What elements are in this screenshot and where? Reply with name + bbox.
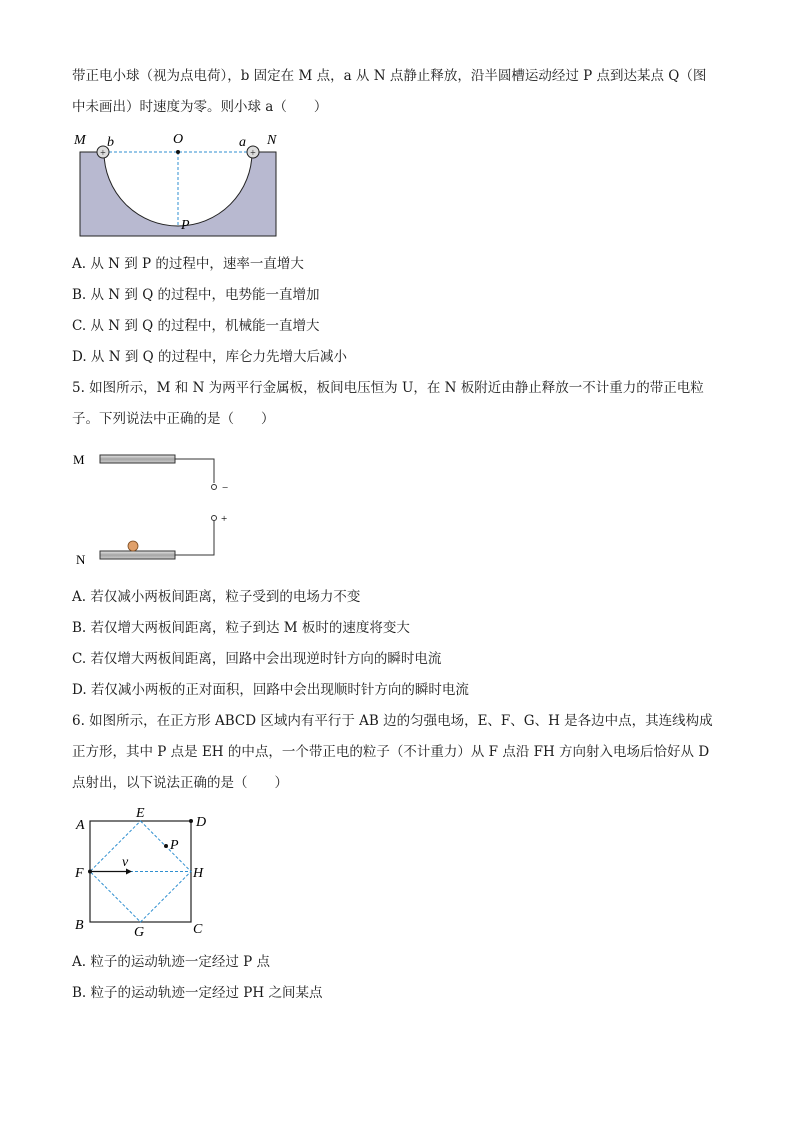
q4-option-b: B. 从 N 到 Q 的过程中，电势能一直增加 [72,287,320,303]
label-n: N [267,133,277,148]
point-d [189,819,193,823]
q5-option-d: D. 若仅减小两板的正对面积，回路中会出现顺时针方向的瞬时电流 [72,682,469,698]
terminal-minus [212,485,217,490]
q5-stem-line1: 5. 如图所示，M 和 N 为两平行金属板，板间电压恒为 U，在 N 板附近由静止释放一不计重力的带正电粒 [72,380,704,396]
label-g: G [134,925,145,940]
label-p: P [170,838,179,853]
label-a: a [239,135,246,150]
q4-option-d: D. 从 N 到 Q 的过程中，库仑力先增大后减小 [72,349,347,365]
svg-text:+: + [250,148,256,159]
wire-bottom [175,521,214,555]
label-c: C [193,922,203,937]
plate-m [100,455,175,463]
q6-stem-line3: 点射出，以下说法正确的是（ ） [72,775,288,791]
q6-stem-line2: 正方形，其中 P 点是 EH 的中点，一个带正电的粒子（不计重力）从 F 点沿 FH 方向射入电场后恰好从 D [72,744,710,760]
q4-option-a: A. 从 N 到 P 的过程中，速率一直增大 [72,256,304,272]
label-b: B [75,918,84,933]
q6-option-a: A. 粒子的运动轨迹一定经过 P 点 [72,954,270,970]
q4-stem-line2: 中未画出）时速度为零。则小球 a（ ） [72,99,328,115]
charged-particle [128,541,138,551]
wire-top [175,459,214,483]
q5-figure-parallel-plates [70,445,245,575]
label-d: D [196,815,207,830]
label-v: v [122,855,129,870]
label-e: E [136,806,145,821]
q5-option-c: C. 若仅增大两板间距离，回路中会出现逆时针方向的瞬时电流 [72,651,442,667]
q6-figure-square-field [70,805,220,940]
q6-stem-line1: 6. 如图所示，在正方形 ABCD 区域内有平行于 AB 边的匀强电场，E、F、G、H 是各边中点，其连线构成 [72,713,713,729]
q5-option-b: B. 若仅增大两板间距离，粒子到达 M 板时的速度将变大 [72,620,410,636]
q5-option-a: A. 若仅减小两板间距离，粒子受到的电场力不变 [72,589,361,605]
svg-text:+: + [100,148,106,159]
label-plus: + [221,513,228,525]
terminal-plus [212,516,217,521]
label-o: O [173,132,184,147]
label-f: F [75,866,84,881]
q5-stem-line2: 子。下列说法中正确的是（ ） [72,411,275,427]
label-b: b [107,135,114,150]
label-n: N [76,552,86,567]
q4-option-c: C. 从 N 到 Q 的过程中，机械能一直增大 [72,318,320,334]
q6-option-b: B. 粒子的运动轨迹一定经过 PH 之间某点 [72,985,323,1001]
center-point-o [176,150,180,154]
q4-figure-semicircular-groove [70,128,285,243]
point-p [164,844,168,848]
label-minus: − [222,482,229,494]
label-m: M [73,452,85,467]
label-a: A [76,818,85,833]
label-p: P [181,218,190,233]
label-h: H [193,866,204,881]
label-m: M [74,133,86,148]
point-f [88,870,92,874]
plate-n [100,551,175,559]
q4-stem-line1: 带正电小球（视为点电荷），b 固定在 M 点，a 从 N 点静止释放，沿半圆槽运动经过 P 点到达某点 Q（图 [72,68,707,84]
